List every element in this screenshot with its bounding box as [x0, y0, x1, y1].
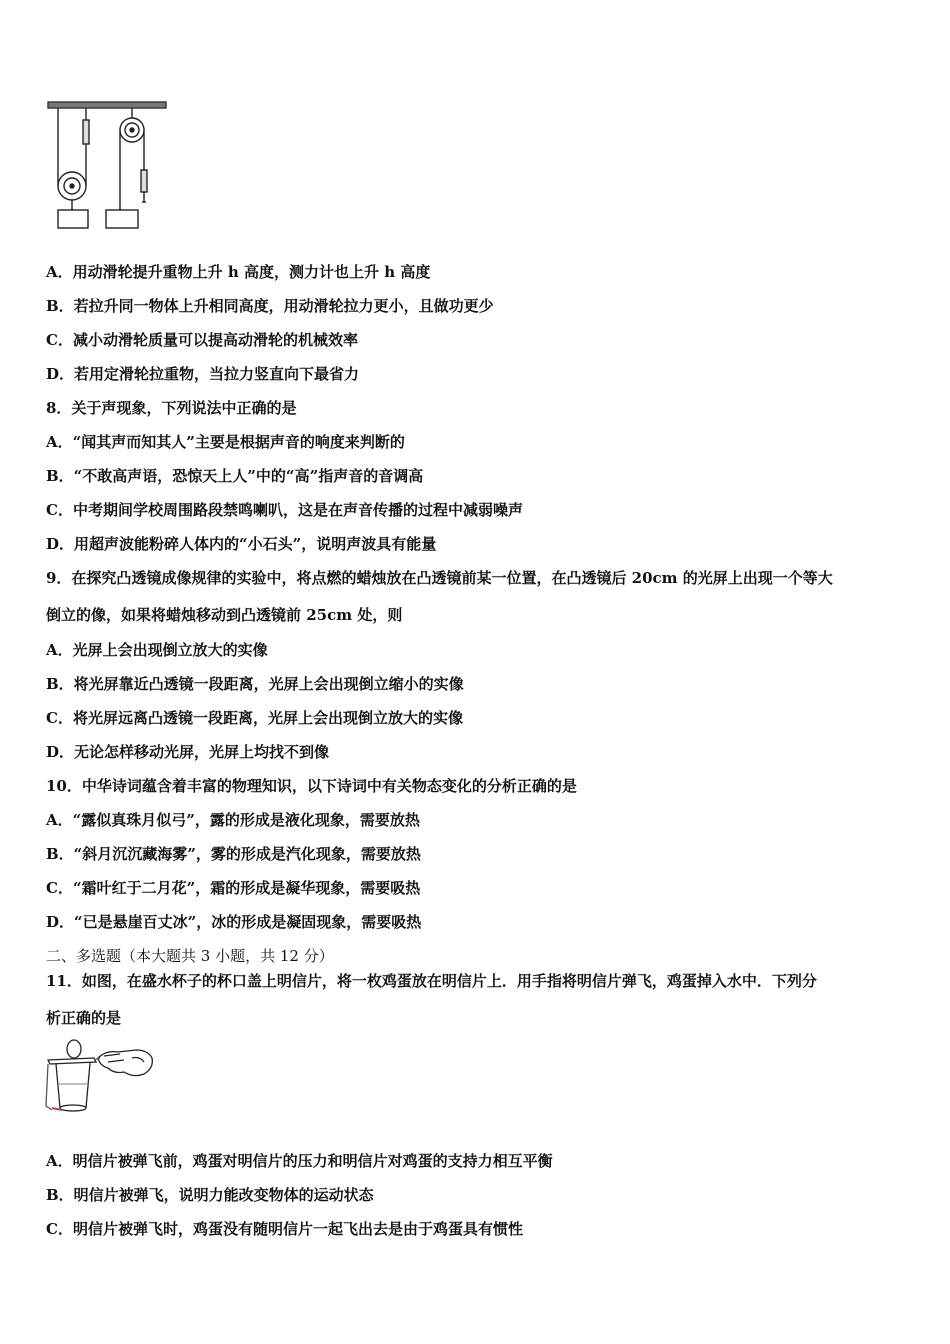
- q11-stem-line2: 析正确的是: [46, 1009, 122, 1027]
- q9-option-d: D．无论怎样移动光屏，光屏上均找不到像: [46, 743, 330, 761]
- q9-option-b: B．将光屏靠近凸透镜一段距离，光屏上会出现倒立缩小的实像: [46, 675, 464, 693]
- q10-stem: 10．中华诗词蕴含着丰富的物理知识，以下诗词中有关物态变化的分析正确的是: [46, 777, 577, 795]
- q7-option-d: D．若用定滑轮拉重物，当拉力竖直向下最省力: [46, 365, 360, 383]
- q9-stem-line2: 倒立的像，如果将蜡烛移动到凸透镜前 25cm 处，则: [46, 606, 403, 624]
- section-heading-multi-choice: 二、多选题（本大题共 3 小题，共 12 分）: [46, 947, 334, 965]
- q9-option-c: C．将光屏远离凸透镜一段距离，光屏上会出现倒立放大的实像: [46, 709, 463, 727]
- q8-option-d: D．用超声波能粉碎人体内的“小石头”，说明声波具有能量: [46, 535, 437, 553]
- q11-option-c: C．明信片被弹飞时，鸡蛋没有随明信片一起飞出去是由于鸡蛋具有惯性: [46, 1220, 523, 1238]
- q7-option-c: C．减小动滑轮质量可以提高动滑轮的机械效率: [46, 331, 358, 349]
- q11-stem-line1: 11．如图，在盛水杯子的杯口盖上明信片，将一枚鸡蛋放在明信片上．用手指将明信片弹飞，鸡蛋掉入水中．下列分: [46, 972, 817, 990]
- q8-option-a: A．“闻其声而知其人”主要是根据声音的响度来判断的: [46, 433, 405, 451]
- q8-stem: 8．关于声现象，下列说法中正确的是: [46, 399, 297, 417]
- q8-option-b: B．“不敢高声语，恐惊天上人”中的“高”指声音的音调高: [46, 467, 424, 485]
- q10-option-c: C．“霜叶红于二月花”，霜的形成是凝华现象，需要吸热: [46, 879, 421, 897]
- q9-option-a: A．光屏上会出现倒立放大的实像: [46, 641, 268, 659]
- q11-option-a: A．明信片被弹飞前，鸡蛋对明信片的压力和明信片对鸡蛋的支持力相互平衡: [46, 1152, 553, 1170]
- egg-card-cup-figure: [44, 1036, 156, 1116]
- q10-option-b: B．“斜月沉沉藏海雾”，雾的形成是汽化现象，需要放热: [46, 845, 421, 863]
- q11-option-b: B．明信片被弹飞，说明力能改变物体的运动状态: [46, 1186, 374, 1204]
- q9-stem-line1: 9．在探究凸透镜成像规律的实验中，将点燃的蜡烛放在凸透镜前某一位置，在凸透镜后 20cm 的光屏上出现一个等大: [46, 569, 833, 587]
- q7-option-a: A．用动滑轮提升重物上升 h 高度，测力计也上升 h 高度: [46, 263, 431, 281]
- q10-option-d: D．“已是悬崖百丈冰”，冰的形成是凝固现象，需要吸热: [46, 913, 422, 931]
- q8-option-c: C．中考期间学校周围路段禁鸣喇叭，这是在声音传播的过程中减弱噪声: [46, 501, 523, 519]
- pulley-figure: [46, 98, 170, 234]
- q7-option-b: B．若拉升同一物体上升相同高度，用动滑轮拉力更小，且做功更少: [46, 297, 494, 315]
- q10-option-a: A．“露似真珠月似弓”，露的形成是液化现象，需要放热: [46, 811, 420, 829]
